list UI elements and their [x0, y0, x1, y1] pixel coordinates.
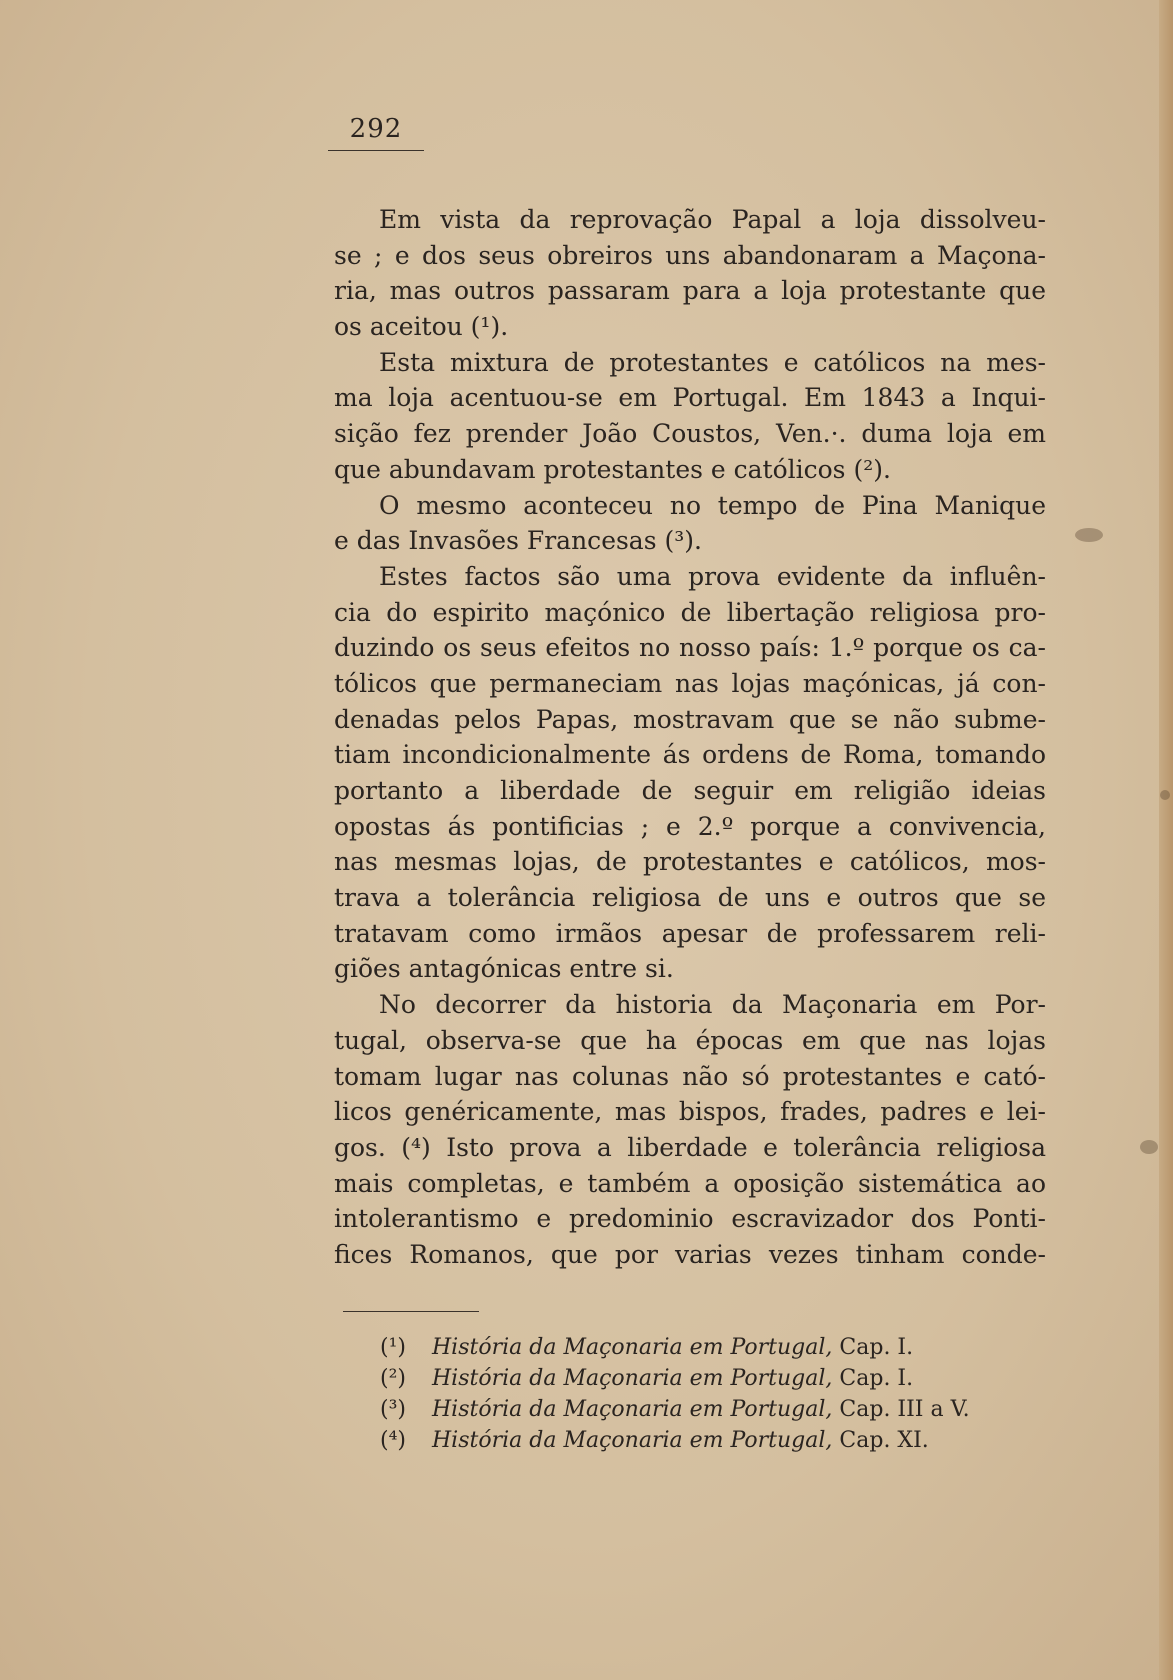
text-line: e das Invasões Francesas (³).: [334, 526, 702, 556]
footnote-marker: (¹): [380, 1335, 406, 1360]
text-line: tugal, observa-se que ha épocas em que nas lojas: [334, 1025, 1046, 1055]
page-number-rule: [328, 150, 424, 151]
text-line: cia do espirito maçónico de libertação religiosa pro-: [334, 597, 1046, 627]
text-line: gos. (⁴) Isto prova a liberdade e tolerância religiosa: [334, 1132, 1046, 1162]
paragraph: [334, 488, 1046, 559]
text-line: Esta mixtura de protestantes e católicos na mes-: [379, 347, 1046, 377]
text-line: O mesmo aconteceu no tempo de Pina Manique: [379, 490, 1046, 520]
ink-stain: [1075, 528, 1103, 542]
footnote-title: História da Maçonaria em Portugal,: [432, 1335, 833, 1360]
footnote-marker: (⁴): [380, 1428, 406, 1453]
footnote-title: História da Maçonaria em Portugal,: [432, 1366, 833, 1391]
ink-stain: [1160, 790, 1170, 800]
text-line: Estes factos são uma prova evidente da influên-: [379, 561, 1046, 591]
text-line: se ; e dos seus obreiros uns abandonaram a Maçona-: [334, 240, 1046, 270]
footnote-title: História da Maçonaria em Portugal,: [432, 1428, 833, 1453]
footnote-ref: Cap. III a V.: [839, 1397, 970, 1422]
paragraph: [334, 987, 1046, 1273]
footnote-ref: Cap. I.: [839, 1335, 914, 1360]
text-line: tólicos que permaneciam nas lojas maçónicas, já con-: [334, 668, 1046, 698]
text-line: No decorrer da historia da Maçonaria em Por-: [379, 990, 1046, 1020]
text-line: licos genéricamente, mas bispos, frades, padres e lei-: [334, 1097, 1046, 1127]
footnote: [380, 1363, 1020, 1394]
paragraph: [334, 345, 1046, 488]
text-line: tratavam como irmãos apesar de professarem reli-: [334, 918, 1046, 948]
text-line: tiam incondicionalmente ás ordens de Roma, tomando: [334, 740, 1046, 770]
footnote: [380, 1394, 1020, 1425]
paragraph: [334, 559, 1046, 987]
text-line: os aceitou (¹).: [334, 312, 509, 342]
text-line: opostas ás pontificias ; e 2.º porque a convivencia,: [334, 811, 1046, 841]
text-line: fices Romanos, que por varias vezes tinham conde-: [334, 1239, 1046, 1269]
footnote-marker: (³): [380, 1397, 406, 1422]
text-line: ria, mas outros passaram para a loja protestante que: [334, 276, 1046, 306]
text-line: giões antagónicas entre si.: [334, 954, 674, 984]
footnote-title: História da Maçonaria em Portugal,: [432, 1397, 833, 1422]
text-line: mais completas, e também a oposição sistemática ao: [334, 1168, 1046, 1198]
footnote-marker: (²): [380, 1366, 406, 1391]
text-line: tomam lugar nas colunas não só protestantes e cató-: [334, 1061, 1046, 1091]
text-line: ma loja acentuou-se em Portugal. Em 1843 a Inqui-: [334, 383, 1046, 413]
text-line: duzindo os seus efeitos no nosso país: 1.º porque os ca-: [334, 633, 1046, 663]
page-number: 292: [349, 114, 403, 144]
footnote: [380, 1425, 1020, 1456]
page-edge: [1159, 0, 1173, 1680]
text-line: trava a tolerância religiosa de uns e outros que se: [334, 883, 1046, 913]
text-line: nas mesmas lojas, de protestantes e católicos, mos-: [334, 847, 1046, 877]
text-line: intolerantismo e predominio escravizador dos Ponti-: [334, 1204, 1046, 1234]
paragraph: [334, 202, 1046, 345]
text-line: que abundavam protestantes e católicos (²).: [334, 454, 891, 484]
text-line: denadas pelos Papas, mostravam que se não subme-: [334, 704, 1046, 734]
text-line: portanto a liberdade de seguir em religião ideias: [334, 776, 1046, 805]
body-text: [334, 202, 1046, 1273]
footnote-ref: Cap. XI.: [839, 1428, 929, 1453]
text-line: Em vista da reprovação Papal a loja dissolveu-: [379, 205, 1046, 234]
footnote-ref: Cap. I.: [839, 1366, 914, 1391]
text-line: sição fez prender João Coustos, Ven.·. duma loja em: [334, 419, 1046, 449]
footnote: [380, 1332, 1020, 1363]
footnotes: [380, 1332, 1020, 1456]
ink-stain: [1140, 1140, 1158, 1154]
footnote-rule: [343, 1311, 479, 1312]
